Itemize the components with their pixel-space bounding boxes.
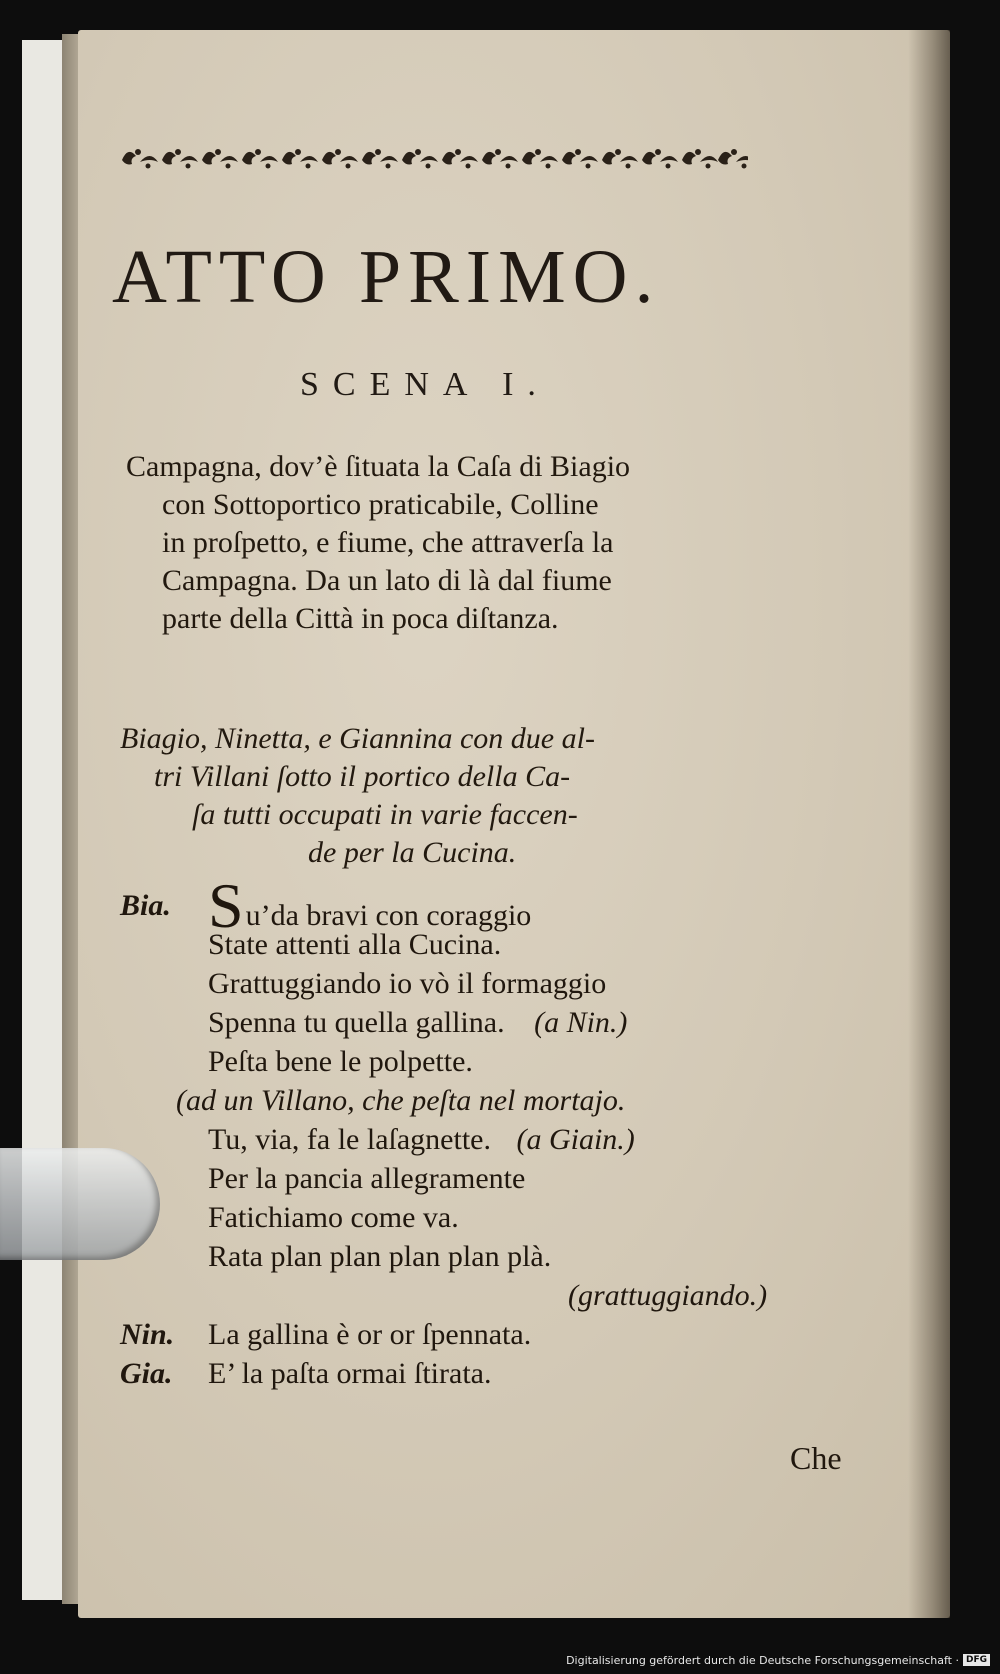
scanner-clip — [0, 1148, 160, 1260]
stage-direction — [120, 720, 840, 872]
verse-text-rest: u’da bravi con coraggio — [245, 899, 532, 932]
stage-line: de per la Cucina. — [308, 836, 517, 869]
stage-direction-inline: (grattuggiando.) — [568, 1279, 768, 1312]
act-title: ATTO PRIMO. — [112, 235, 661, 319]
verse-line — [120, 1159, 880, 1198]
description-line: in proſpetto, e fiume, che attraverſa la — [162, 526, 614, 559]
verse-line — [120, 1081, 880, 1120]
catchword: Che — [790, 1440, 842, 1476]
description-line: Campagna, dov’è ſituata la Caſa di Biagio — [126, 450, 631, 483]
verse-line — [120, 1003, 880, 1042]
verse-text: La gallina è or or ſpennata. — [208, 1318, 532, 1351]
verse-text-main: Tu, via, fa le laſagnette. — [208, 1123, 491, 1156]
scene-heading: SCENA I. — [300, 366, 550, 403]
stage-line: tri Villani ſotto il portico della Ca- — [154, 760, 571, 793]
verse-line — [120, 1354, 880, 1393]
dfg-logo: DFG — [963, 1654, 990, 1666]
verse-line — [120, 1042, 880, 1081]
verse-line — [120, 1237, 880, 1276]
verse-text: State attenti alla Cucina. — [208, 928, 502, 961]
verse-text: Fatichiamo come va. — [208, 1201, 459, 1234]
verse-text — [208, 1120, 635, 1159]
stage-direction-inline: (ad un Villano, che peſta nel mortajo. — [176, 1084, 626, 1117]
inline-direction: (a Giain.) — [516, 1123, 635, 1156]
description-line: Campagna. Da un lato di là dal fiume — [162, 564, 612, 597]
speaker-label: Nin. — [120, 1318, 175, 1351]
drop-cap: S — [208, 870, 244, 941]
inline-direction: (a Nin.) — [534, 1006, 628, 1039]
verse-line — [120, 1276, 880, 1315]
speaker-label: Gia. — [120, 1357, 173, 1390]
verse-line — [120, 925, 880, 964]
ornamental-border — [118, 140, 748, 174]
verse-text: Rata plan plan plan plan plà. — [208, 1240, 552, 1273]
verse-line — [120, 964, 880, 1003]
verse-line — [120, 1198, 880, 1237]
description-line: parte della Città in poca diſtanza. — [162, 602, 559, 635]
setting-description — [126, 448, 836, 638]
verse-text-main: Spenna tu quella gallina. — [208, 1006, 505, 1039]
stage-line: ſa tutti occupati in varie faccen- — [192, 798, 578, 831]
verse-text: Per la pancia allegramente — [208, 1162, 526, 1195]
verse-line — [120, 1315, 880, 1354]
verse-text: Peſta bene le polpette. — [208, 1045, 473, 1078]
dialogue-block — [120, 870, 880, 1393]
digitization-credit — [566, 1650, 990, 1670]
description-line: con Sottoportico praticabile, Colline — [162, 488, 599, 521]
verse-line — [120, 1120, 880, 1159]
credit-text: Digitalisierung gefördert durch die Deutsche Forschungsgemeinschaft · — [566, 1653, 959, 1667]
gutter-shadow — [908, 30, 950, 1618]
stage-line: Biagio, Ninetta, e Giannina con due al- — [120, 722, 595, 755]
verse-line — [120, 870, 880, 941]
verse-text: Grattuggiando io vò il formaggio — [208, 967, 607, 1000]
verse-text — [208, 1003, 627, 1042]
speaker-label: Bia. — [120, 889, 171, 922]
verse-text: E’ la paſta ormai ſtirata. — [208, 1357, 492, 1390]
